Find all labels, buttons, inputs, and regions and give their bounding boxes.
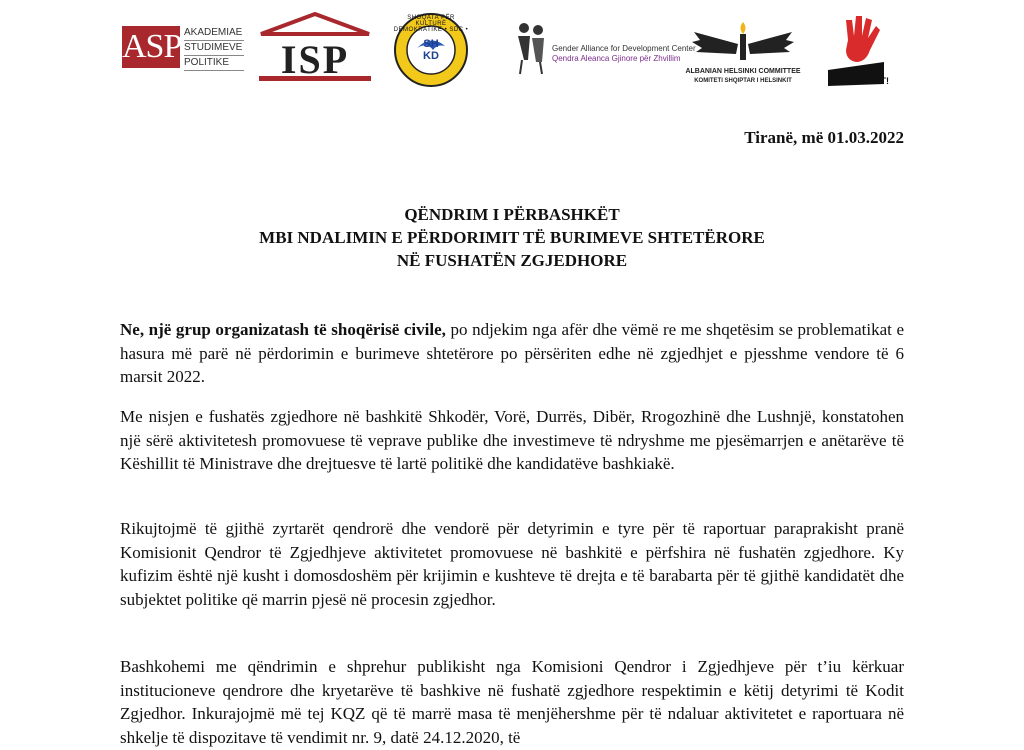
- logo-strip: [0, 0, 1024, 100]
- gadc-name-sq: Qendra Aleanca Gjinore për Zhvillim: [552, 54, 681, 63]
- title-line-2: MBI NDALIMIN E PËRDORIMIT TË BURIMEVE SHTETËRORE: [259, 228, 765, 247]
- ahc-name-en: ALBANIAN HELSINKI COMMITTEE: [685, 68, 801, 75]
- gadc-logo: [512, 20, 696, 76]
- title-line-1: QËNDRIM I PËRBASHKËT: [404, 205, 620, 224]
- shkd-logo: [393, 12, 469, 88]
- mjaft-mark: MJAFT!: [856, 76, 889, 86]
- paragraph-3: Rikujtojmë të gjithë zyrtarët qendrorë dhe vendorë për detyrimin e tyre për të raportuar paraprakisht pranë Komisionit Qendror të Zgjedhjeve aktivitetet promovuese në bashkitë e përfshira në fushatën zgjedhore. Ky kufizim është një kusht i domosdoshëm për krijimin e kushteve të drejta e të barabarta për të gjithë kandidatët dhe subjektet politike që marrin pjesë në procesin zgjedhor.: [120, 519, 904, 609]
- paragraph-1: [120, 318, 904, 389]
- gadc-figures-icon: [512, 20, 550, 76]
- paragraph-2: Me nisjen e fushatës zgjedhore në bashkitë Shkodër, Vorë, Durrës, Dibër, Rrogozhinë dhe Lushnjë, konstatohen një sërë aktivitetesh promovuese të veprave publike dhe investimeve të ndryshme me pjesëmarrjen e anëtarëve të Këshillit të Ministrave dhe drejtuesve të lartë politikë dhe kandidatëve bashkiakë.: [120, 407, 904, 474]
- asp-text: AKADEMIAE STUDIMEVE POLITIKE: [184, 26, 244, 71]
- shkd-ring-text: SHOQATA PËR KULTURË DEMOKRATIKE • SDC •: [393, 15, 469, 33]
- mjaft-logo: [826, 10, 892, 90]
- paragraph-1-text: po ndjekim nga afër dhe vëmë re me shqetësim se problematikat e hasura më parë në përdorimin e burimeve shtetërore po përsëriten edhe në zgjedhjet e pjesshme vendore të 6 marsit 2022.: [120, 320, 905, 387]
- isp-logo: [255, 12, 375, 84]
- document-date: Tiranë, më 01.03.2022: [744, 128, 904, 147]
- paragraph-1-lead: Ne, një grup organizatash të shoqërisë civile,: [120, 320, 446, 339]
- asp-logo: [122, 24, 243, 72]
- document-title: [0, 203, 1024, 272]
- asp-mark: ASP: [122, 26, 180, 68]
- ahc-name-sq: KOMITETI SHQIPTAR I HELSINKIT: [694, 78, 792, 84]
- title-line-3: NË FUSHATËN ZGJEDHORE: [396, 251, 628, 270]
- ahc-torch-wings-icon: [686, 18, 800, 66]
- shkd-center: SH KD: [423, 38, 439, 62]
- paragraph-4: Bashkohemi me qëndrimin e shprehur publikisht nga Komisioni Qendror i Zgjedhjeve për t’iu kërkuar institucioneve qendrore dhe kryetarëve të bashkive në fushatë zgjedhore respektimin e këtij detyrimi të Kodit Zgjedhor. Inkurajojmë më tej KQZ që të marrë masa të menjëhershme për të ndaluar aktivitetet e raportuara në shkelje të dispozitave të vendimit nr. 9, datë 24.12.2020, të: [120, 657, 904, 747]
- isp-mark: ISP: [280, 37, 350, 82]
- gadc-name-en: Gender Alliance for Development Center: [552, 44, 696, 53]
- ahc-logo: [680, 18, 806, 88]
